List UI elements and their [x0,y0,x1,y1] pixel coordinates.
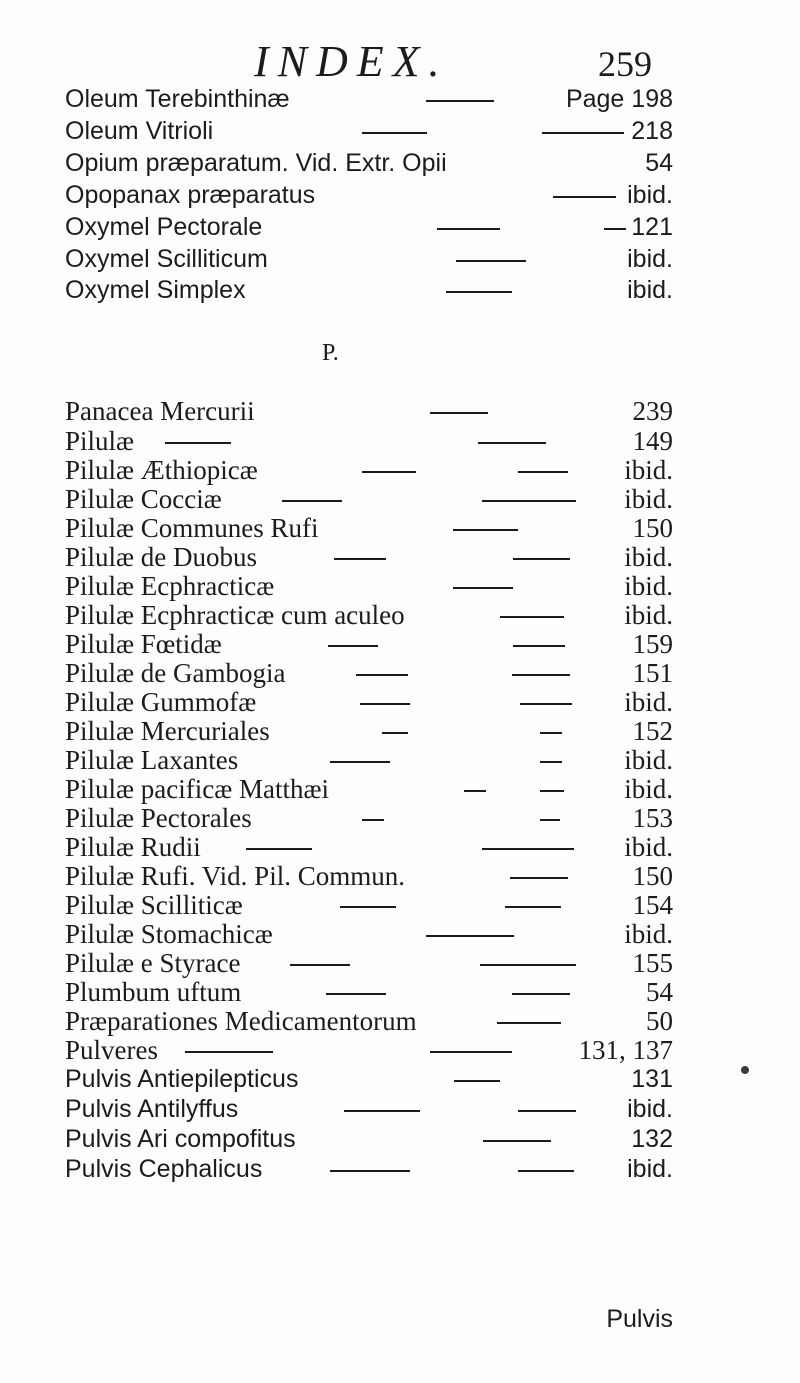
leader-dash [290,964,350,966]
index-entry [0,485,800,513]
leader-dash [362,471,416,473]
index-entry [0,1036,800,1064]
entry-name: Pilulæ Stomachicæ [65,919,273,949]
leader-dash [500,616,564,618]
leader-dash [513,558,570,560]
entry-name: Pilulæ Ecphracticæ cum aculeo [65,600,405,630]
index-entry [0,688,800,716]
entry-page: 131 [631,1065,673,1093]
index-entry [0,397,800,425]
index-entry [0,862,800,890]
index-entry [0,514,800,542]
index-entry [0,213,800,241]
index-entry [0,949,800,977]
leader-dash [330,761,390,763]
entry-page: 154 [632,890,673,920]
leader-dash [478,442,546,444]
entry-page: 131, 137 [578,1035,673,1065]
entry-page: ibid. [624,919,673,949]
leader-dash [340,906,396,908]
entry-page: Page 198 [565,85,673,113]
leader-dash [344,1110,420,1112]
leader-dash [456,260,526,262]
entry-page: ibid. [624,484,673,514]
index-entry [0,804,800,832]
entry-page: ibid. [624,600,673,630]
index-entry [0,245,800,273]
entry-page: 150 [632,861,673,891]
leader-dash [382,732,408,734]
leader-dash [553,196,616,198]
entry-name: Pulvis Antilyffus [65,1095,239,1123]
index-entry [0,775,800,803]
leader-dash [165,442,231,444]
index-entry [0,746,800,774]
entry-name: Pilulæ Laxantes [65,745,239,775]
entry-name: Pulvis Ari compofitus [65,1125,296,1153]
index-entry [0,117,800,145]
entry-page: 149 [632,426,673,456]
ink-spot [741,1066,749,1074]
leader-dash [334,558,386,560]
entry-page: ibid. [624,832,673,862]
entry-page: ibid. [624,745,673,775]
entry-name: Pilulæ Æthiopicæ [65,455,258,485]
entry-name: Pilulæ Fœtidæ [65,629,222,659]
entry-page: 132 [631,1125,673,1153]
leader-dash [483,1140,551,1142]
leader-dash [453,587,513,589]
entry-name: Pilulæ Scilliticæ [65,890,243,920]
entry-page: 239 [632,396,673,426]
entry-name: Pulvis Cephalicus [65,1155,263,1183]
leader-dash [510,877,568,879]
entry-page: 153 [632,803,673,833]
leader-dash [540,732,562,734]
leader-dash [437,228,500,230]
entry-name: Oxymel Pectorale [65,213,263,241]
page-title: INDEX. [254,37,449,86]
leader-dash [246,848,312,850]
index-entry [0,978,800,1006]
leader-dash [512,674,570,676]
index-entry [0,1065,800,1093]
index-entry [0,456,800,484]
section-heading: P. [322,340,339,366]
leader-dash [426,935,514,937]
leader-dash [454,1080,500,1082]
leader-dash [446,291,512,293]
entry-page: 54 [646,977,673,1007]
entry-page: 218 [631,117,673,145]
leader-dash [604,228,626,230]
entry-name: Pilulæ Gummofæ [65,687,257,717]
entry-page: ibid. [624,542,673,572]
entry-name: Opopanax præparatus [65,181,316,209]
entry-name: Pilulæ Communes Rufi [65,513,319,543]
leader-dash [426,100,494,102]
entry-page: 151 [632,658,673,688]
entry-name: Pulvis Antiepilepticus [65,1065,299,1093]
entry-page: 150 [632,513,673,543]
entry-name: Oleum Vitrioli [65,117,214,145]
entry-page: 152 [632,716,673,746]
entry-name: Pilulæ Ecphracticæ [65,571,275,601]
leader-dash [540,790,564,792]
entry-page: ibid. [627,1095,673,1123]
entry-name: Oxymel Scilliticum [65,245,268,273]
index-entry [0,543,800,571]
entry-name: Oleum Terebinthinæ [65,85,290,113]
entry-name: Pilulæ Rufi. Vid. Pil. Commun. [65,861,405,891]
leader-dash [328,645,378,647]
entry-page: ibid. [627,1155,673,1183]
leader-dash [464,790,486,792]
index-entry [0,427,800,455]
entry-name: Pilulæ e Styrace [65,948,241,978]
index-entry [0,833,800,861]
index-entry [0,920,800,948]
leader-dash [282,500,342,502]
leader-dash [505,906,561,908]
entry-name: Oxymel Simplex [65,276,246,304]
index-entry [0,276,800,304]
leader-dash [430,1051,512,1053]
entry-page: 121 [631,213,673,241]
entry-name: Plumbum uftum [65,977,242,1007]
index-entry [0,85,800,113]
index-entry [0,601,800,629]
index-entry [0,1095,800,1123]
leader-dash [497,1022,561,1024]
index-entry [0,1155,800,1183]
entry-name: Præparationes Medicamentorum [65,1006,417,1036]
entry-name: Opium præparatum. Vid. Extr. Opii [65,149,447,177]
entry-name: Panacea Mercurii [65,396,255,426]
entry-name: Pulveres [65,1035,158,1065]
index-entry [0,1125,800,1153]
leader-dash [430,412,488,414]
leader-dash [518,1170,574,1172]
entry-page: ibid. [624,455,673,485]
entry-name: Pilulæ de Duobus [65,542,258,572]
index-entry [0,149,800,177]
leader-dash [542,132,624,134]
entry-page: ibid. [627,245,673,273]
entry-name: Pilulæ pacificæ Matthæi [65,774,329,804]
entry-page: 159 [632,629,673,659]
leader-dash [360,703,410,705]
entry-page: ibid. [627,276,673,304]
index-entry [0,659,800,687]
entry-name: Pilulæ Cocciæ [65,484,222,514]
leader-dash [480,964,576,966]
entry-page: ibid. [624,774,673,804]
leader-dash [482,848,574,850]
entry-name: Pilulæ Mercuriales [65,716,270,746]
leader-dash [482,500,576,502]
entry-page: ibid. [624,687,673,717]
index-entry [0,717,800,745]
entry-name: Pilulæ Rudii [65,832,201,862]
entry-name: Pilulæ de Gambogia [65,658,286,688]
leader-dash [513,645,565,647]
leader-dash [330,1170,410,1172]
entry-page: 50 [646,1006,673,1036]
page-number: 259 [598,44,652,84]
leader-dash [356,674,408,676]
index-entry [0,1007,800,1035]
leader-dash [520,703,572,705]
index-entry [0,630,800,658]
entry-page: 54 [645,149,673,177]
index-entry [0,572,800,600]
leader-dash [185,1051,273,1053]
leader-dash [540,761,562,763]
leader-dash [453,529,518,531]
index-entry [0,891,800,919]
index-entry [0,181,800,209]
leader-dash [362,132,427,134]
entry-page: ibid. [627,181,673,209]
leader-dash [540,819,560,821]
entry-page: ibid. [624,571,673,601]
catchword: Pulvis [606,1305,673,1333]
entry-name: Pilulæ [65,426,135,456]
entry-page: 155 [632,948,673,978]
leader-dash [362,819,384,821]
entry-name: Pilulæ Pectorales [65,803,252,833]
leader-dash [518,1110,576,1112]
leader-dash [326,993,386,995]
leader-dash [518,471,568,473]
leader-dash [512,993,570,995]
